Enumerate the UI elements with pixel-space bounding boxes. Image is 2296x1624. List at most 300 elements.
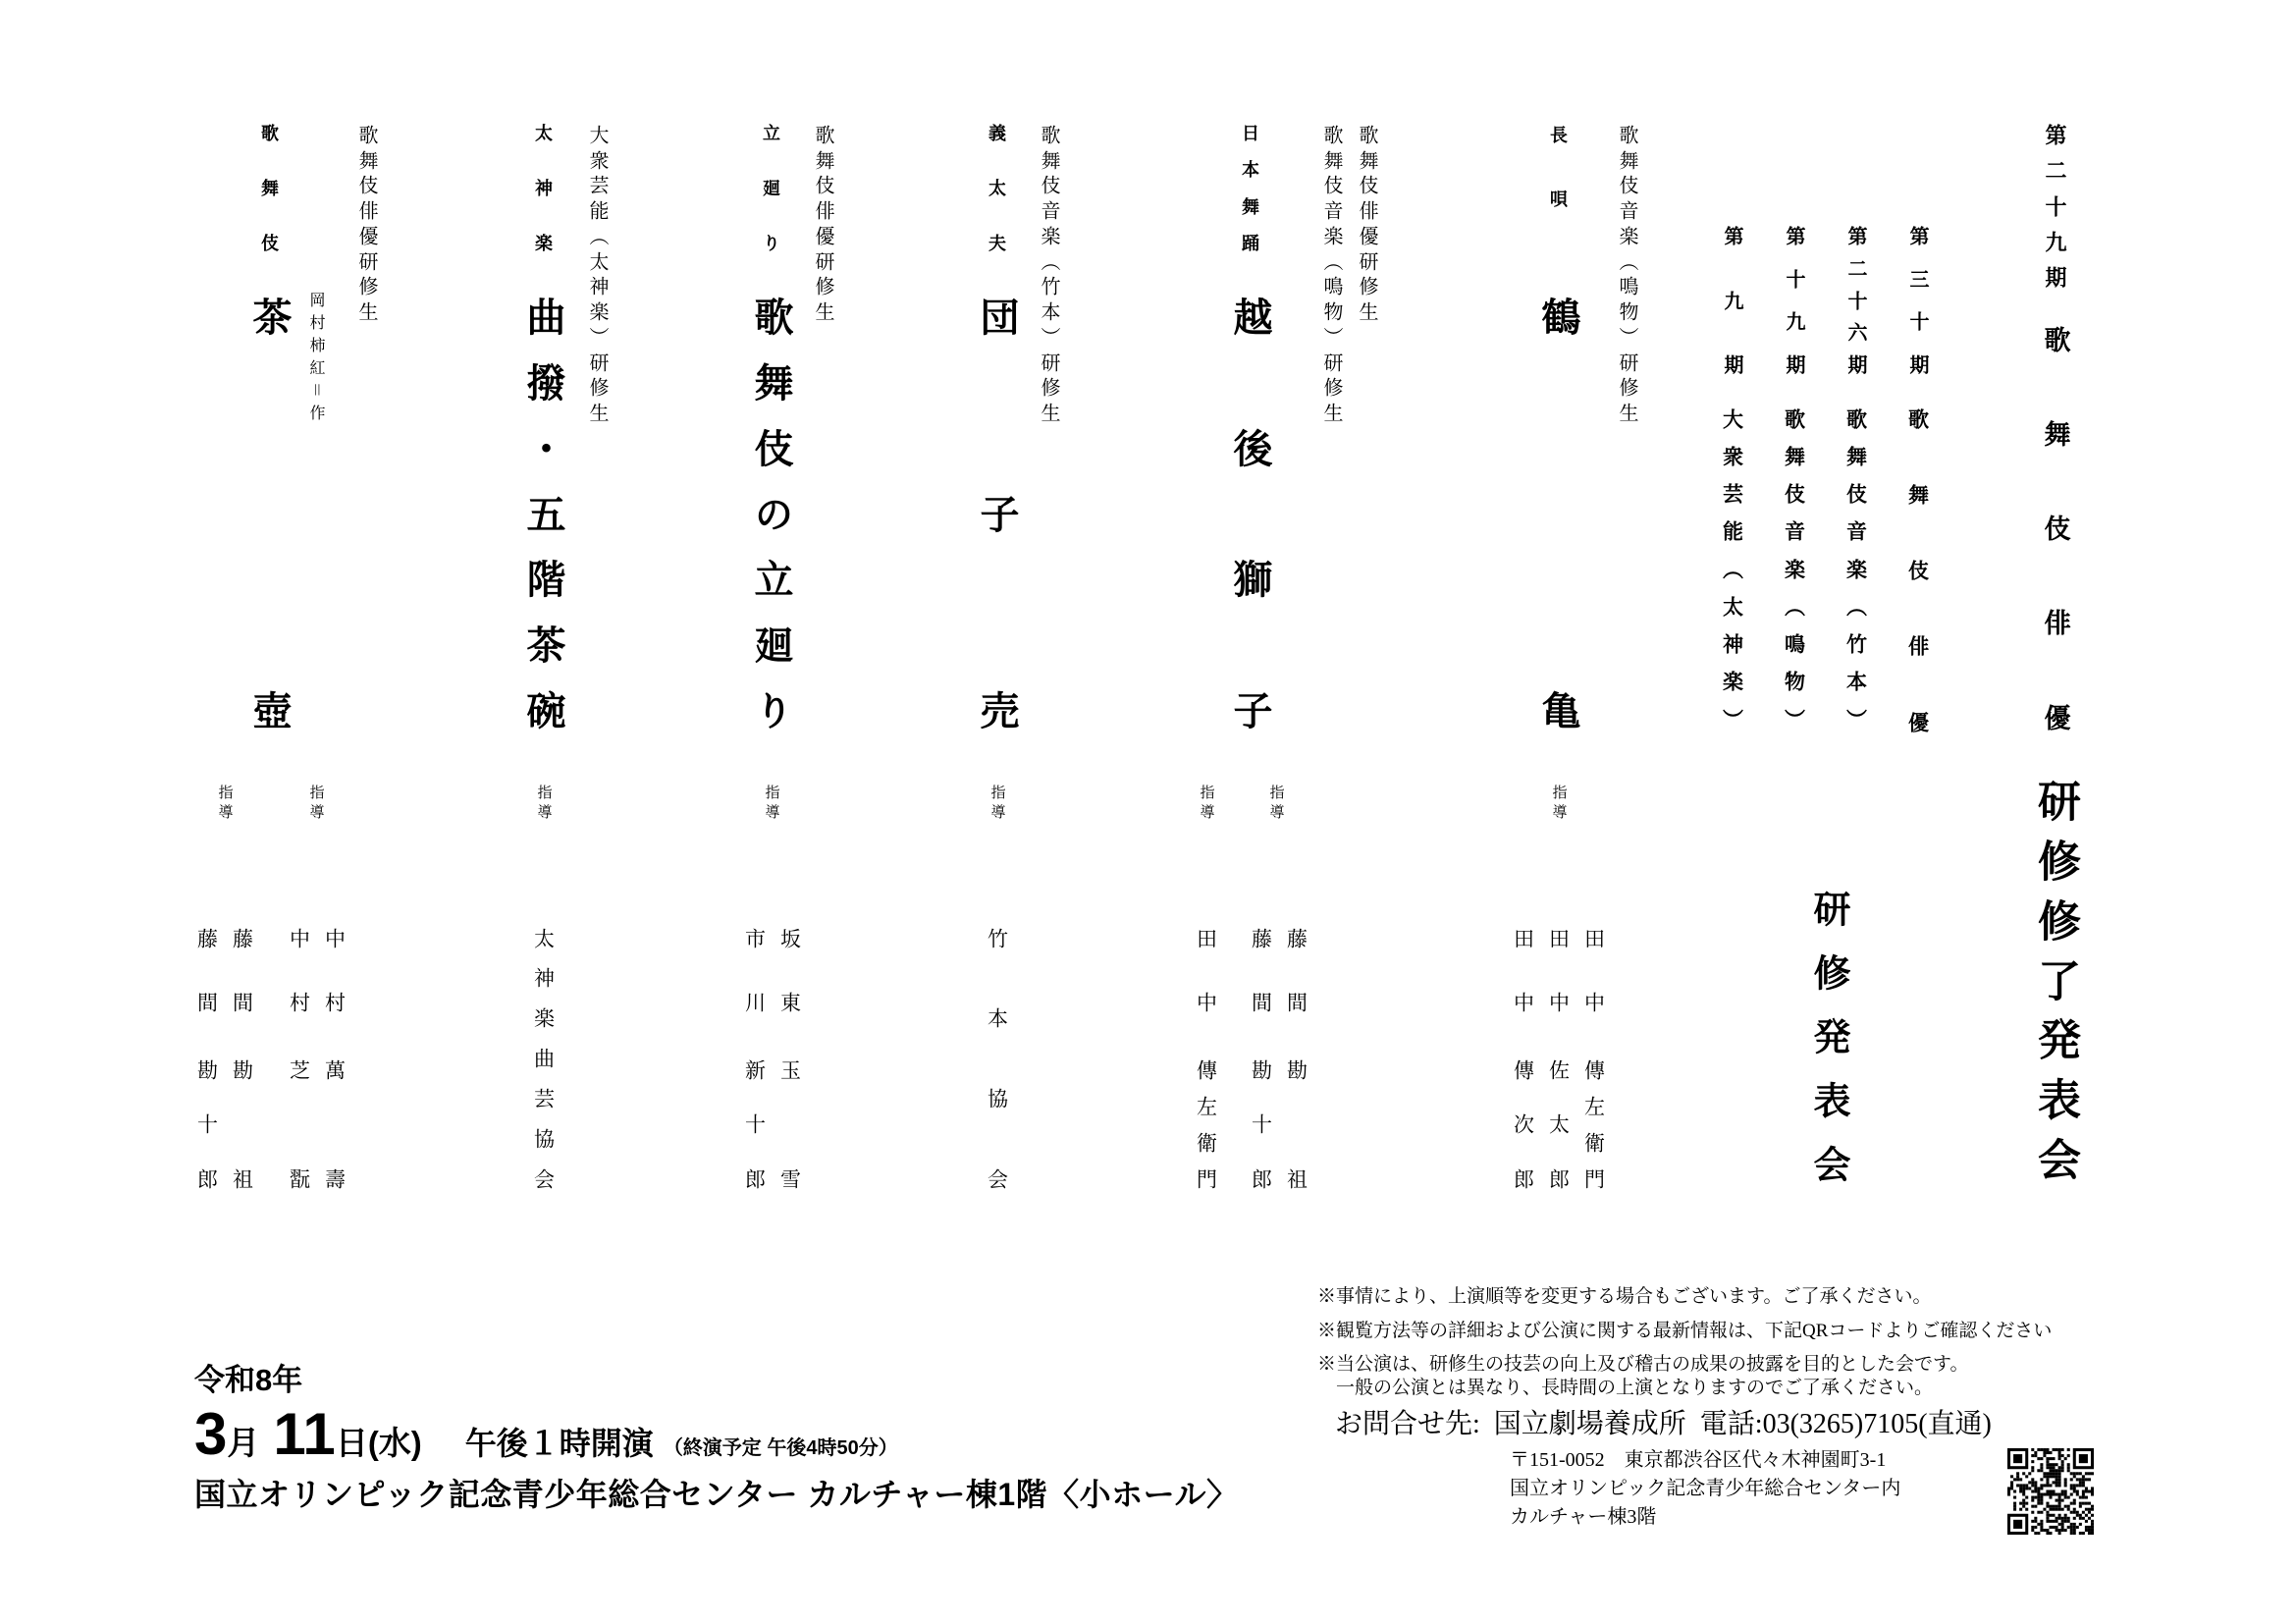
glyph: 間 <box>194 991 219 1012</box>
glyph: 伎 <box>749 427 793 467</box>
qr-module <box>2085 1489 2088 1492</box>
glyph: 研 <box>1616 352 1637 372</box>
qr-module <box>2040 1496 2043 1499</box>
glyph: 郎 <box>194 1167 219 1189</box>
qr-module <box>2067 1517 2070 1520</box>
qr-module <box>2067 1496 2070 1499</box>
glyph: 雪 <box>777 1167 802 1189</box>
glyph: 九 <box>2043 230 2067 252</box>
glyph: 間 <box>1249 991 1273 1012</box>
qr-module <box>2043 1493 2046 1496</box>
instructor-name <box>324 928 345 1189</box>
glyph: 歌 <box>1616 125 1637 144</box>
qr-module <box>2043 1451 2046 1454</box>
note: ※事情により、上演順等を変更する場合もございます。ご了承ください。 <box>1317 1286 1932 1307</box>
program-performers <box>813 125 832 321</box>
qr-module <box>2061 1523 2064 1526</box>
glyph: 郎 <box>1546 1167 1571 1189</box>
program-performers <box>587 125 607 422</box>
qr-module <box>2028 1481 2031 1484</box>
qr-module <box>2049 1484 2052 1487</box>
qr-module <box>2073 1472 2076 1475</box>
qr-module <box>2058 1493 2061 1496</box>
glyph: り <box>761 234 780 251</box>
glyph: 中 <box>1194 991 1218 1012</box>
qr-module <box>2043 1472 2046 1475</box>
qr-module <box>2056 1448 2058 1451</box>
qr-module <box>2040 1526 2043 1529</box>
qr-module <box>2037 1502 2040 1505</box>
qr-module <box>2049 1520 2052 1523</box>
qr-module <box>2064 1484 2067 1487</box>
qr-module <box>2034 1526 2037 1529</box>
header-group <box>2042 326 2068 731</box>
qr-module <box>2073 1523 2076 1526</box>
qr-module <box>2031 1489 2034 1492</box>
glyph: 日 <box>1240 124 1259 141</box>
glyph: 舞 <box>1038 149 1059 170</box>
qr-module <box>2079 1481 2082 1484</box>
qr-module <box>2070 1493 2073 1496</box>
glyph: 俳 <box>812 200 833 221</box>
glyph: 伎 <box>355 175 377 195</box>
glyph: 傳 <box>1194 1058 1218 1080</box>
qr-module <box>2076 1472 2079 1475</box>
glyph: 村 <box>307 314 324 330</box>
glyph: 舞 <box>1616 149 1637 170</box>
qr-module <box>2082 1502 2085 1505</box>
qr-module <box>2049 1466 2052 1469</box>
glyph: 衆 <box>586 149 608 170</box>
qr-module <box>2031 1496 2034 1499</box>
qr-module <box>2088 1526 2091 1529</box>
glyph: 中 <box>287 927 311 948</box>
glyph: 優 <box>812 225 833 245</box>
qr-module <box>2082 1484 2085 1487</box>
glyph: 間 <box>230 991 254 1012</box>
glyph: 十 <box>1783 268 1804 289</box>
qr-module <box>2064 1489 2067 1492</box>
glyph: 舞 <box>355 149 377 170</box>
glyph: 歌 <box>1782 407 1805 429</box>
glyph: 芝 <box>287 1058 311 1080</box>
schedule-month-unit: 月 <box>227 1425 260 1461</box>
glyph: 太 <box>586 250 608 271</box>
qr-module <box>2016 1484 2019 1487</box>
qr-module <box>2040 1463 2043 1466</box>
cohort-term <box>1907 226 1927 374</box>
qr-module <box>2034 1451 2037 1454</box>
glyph: 郎 <box>1511 1167 1535 1189</box>
contact-label: お問合せ先: <box>1335 1409 1480 1439</box>
qr-module <box>2022 1499 2025 1502</box>
glyph: 長 <box>1548 126 1568 143</box>
instructor-name <box>289 928 309 1189</box>
header-title <box>2031 779 2079 1180</box>
glyph: 佐 <box>1546 1058 1571 1080</box>
header-term <box>2044 124 2065 288</box>
glyph: 研 <box>2031 779 2079 822</box>
glyph: 神 <box>531 967 556 989</box>
qr-module <box>2046 1484 2049 1487</box>
glyph: 鳴 <box>1320 276 1342 297</box>
qr-module <box>2085 1529 2088 1532</box>
qr-module <box>2088 1478 2091 1481</box>
qr-module <box>2056 1478 2058 1481</box>
glyph: 生 <box>1038 403 1059 422</box>
qr-module <box>2013 1508 2016 1511</box>
qr-module <box>2056 1475 2058 1478</box>
glyph: 歌 <box>1356 125 1377 144</box>
glyph: 川 <box>742 991 767 1012</box>
glyph: 左 <box>1581 1095 1606 1116</box>
glyph: 優 <box>1356 225 1377 245</box>
qr-module <box>2046 1511 2049 1514</box>
program-title <box>1536 297 1580 730</box>
qr-module <box>2067 1454 2070 1457</box>
glyph: 第 <box>1783 226 1804 245</box>
glyph: 表 <box>1807 1081 1848 1118</box>
qr-module <box>2058 1496 2061 1499</box>
glyph: 研 <box>1038 352 1059 372</box>
glyph: 修 <box>2031 838 2079 882</box>
qr-module <box>2049 1451 2052 1454</box>
qr-module <box>2079 1484 2082 1487</box>
qr-module <box>2013 1454 2022 1463</box>
glyph: 壺 <box>247 690 292 730</box>
glyph: 物 <box>1616 301 1637 322</box>
qr-module <box>2070 1487 2073 1489</box>
instructor-name <box>232 928 252 1189</box>
glyph: 歌 <box>259 124 279 141</box>
qr-module <box>2076 1514 2079 1517</box>
qr-module <box>2085 1508 2088 1511</box>
glyph: 郎 <box>1249 1167 1273 1189</box>
qr-module <box>2088 1532 2091 1535</box>
qr-module <box>2070 1484 2073 1487</box>
qr-module <box>2034 1532 2037 1535</box>
qr-module <box>2037 1487 2040 1489</box>
qr-module <box>2085 1472 2088 1475</box>
qr-module <box>2040 1493 2043 1496</box>
qr-module <box>2076 1526 2079 1529</box>
glyph: り <box>749 690 793 730</box>
qr-module <box>2013 1496 2016 1499</box>
qr-module <box>2082 1517 2085 1520</box>
glyph: 修 <box>1356 276 1377 297</box>
contact-address: 〒151-0052 東京都渋谷区代々木神園町3-1 <box>1510 1449 1887 1471</box>
glyph: 竹 <box>1038 276 1059 297</box>
glyph: 音 <box>1616 200 1637 221</box>
cohort-group <box>1784 408 1804 730</box>
glyph: 第 <box>1906 226 1928 245</box>
guidance-label <box>1199 785 1213 819</box>
glyph: 楽 <box>1616 225 1637 245</box>
glyph: 期 <box>1906 354 1928 374</box>
program-performers <box>356 125 376 321</box>
qr-module <box>2043 1448 2046 1451</box>
glyph: 第 <box>2043 124 2067 145</box>
glyph: 了 <box>2031 957 2079 1001</box>
glyph: 音 <box>1782 520 1805 542</box>
qr-module <box>2043 1484 2046 1487</box>
program-title <box>749 297 793 730</box>
qr-module <box>2031 1478 2034 1481</box>
qr-module <box>2056 1505 2058 1508</box>
qr-module <box>2056 1529 2058 1532</box>
qr-module <box>2064 1457 2067 1460</box>
guidance-label <box>1551 785 1566 819</box>
glyph: 勘 <box>194 1058 219 1080</box>
qr-module <box>2056 1484 2058 1487</box>
qr-module <box>2043 1475 2046 1478</box>
qr-module <box>2037 1532 2040 1535</box>
glyph: 期 <box>1721 354 1742 374</box>
glyph: 発 <box>2031 1017 2079 1061</box>
glyph: 楽 <box>533 234 553 251</box>
qr-module <box>2037 1448 2040 1451</box>
schedule-block <box>194 1355 1239 1515</box>
contact-phone: 電話:03(3265)7105(直通) <box>1699 1409 1992 1439</box>
qr-module <box>2049 1532 2052 1535</box>
instructor-name <box>1196 928 1216 1189</box>
qr-module <box>2056 1481 2058 1484</box>
glyph: 修 <box>812 276 833 297</box>
qr-module <box>2076 1484 2079 1487</box>
qr-module <box>2070 1478 2073 1481</box>
qr-module <box>2025 1496 2028 1499</box>
qr-module <box>2013 1505 2016 1508</box>
qr-module <box>2058 1532 2061 1535</box>
glyph: 団 <box>975 297 1019 336</box>
qr-module <box>2058 1523 2061 1526</box>
qr-module <box>2025 1475 2028 1478</box>
qr-module <box>2037 1493 2040 1496</box>
glyph: 義 <box>987 124 1006 141</box>
program-performers <box>1617 125 1636 422</box>
program-genre <box>534 124 552 251</box>
program-genre <box>762 124 779 251</box>
guidance-label <box>989 785 1004 819</box>
glyph: 九 <box>1783 311 1804 332</box>
program-genre <box>1241 124 1258 251</box>
cohort-term <box>1845 226 1865 374</box>
glyph: 伎 <box>1843 483 1867 504</box>
glyph: 舞 <box>1782 445 1805 466</box>
qr-module <box>2056 1493 2058 1496</box>
program-genre <box>260 124 278 251</box>
glyph: 導 <box>763 803 779 819</box>
qr-module <box>2058 1454 2061 1457</box>
qr-module <box>2040 1466 2043 1469</box>
glyph: 立 <box>761 124 780 141</box>
glyph: 導 <box>988 803 1005 819</box>
glyph: 物 <box>1320 301 1342 322</box>
qr-module <box>2070 1472 2073 1475</box>
glyph: 修 <box>355 276 377 297</box>
qr-module <box>2037 1469 2040 1472</box>
qr-module <box>2056 1508 2058 1511</box>
glyph: 鳴 <box>1616 276 1637 297</box>
qr-module <box>2064 1529 2067 1532</box>
glyph: ） <box>1782 708 1805 730</box>
glyph: 十 <box>1906 311 1928 332</box>
glyph: 舞 <box>1320 149 1342 170</box>
qr-module <box>2056 1499 2058 1502</box>
program-title <box>521 297 565 730</box>
glyph: 踊 <box>1240 234 1259 251</box>
qr-module <box>2040 1499 2043 1502</box>
glyph: 玉 <box>777 1058 802 1080</box>
glyph: 会 <box>531 1167 556 1189</box>
qr-module <box>2049 1489 2052 1492</box>
qr-module <box>2031 1526 2034 1529</box>
qr-module <box>2064 1520 2067 1523</box>
qr-module <box>2046 1463 2049 1466</box>
glyph: 田 <box>1546 927 1571 948</box>
glyph: 神 <box>533 179 553 196</box>
glyph: 指 <box>216 784 233 799</box>
cohort-group <box>1907 408 1928 732</box>
program-title <box>247 297 292 730</box>
glyph: 芸 <box>586 175 608 195</box>
qr-module <box>2049 1457 2052 1460</box>
qr-module <box>2019 1502 2022 1505</box>
qr-module <box>2091 1514 2094 1517</box>
qr-module <box>2037 1496 2040 1499</box>
glyph: 岡 <box>307 292 324 307</box>
glyph: 曲 <box>521 297 565 336</box>
qr-module <box>2053 1457 2056 1460</box>
qr-module <box>2091 1493 2094 1496</box>
qr-module <box>2010 1475 2013 1478</box>
guidance-label <box>308 785 323 819</box>
qr-module <box>2058 1529 2061 1532</box>
glyph: 伎 <box>1320 175 1342 195</box>
qr-module <box>2067 1469 2070 1472</box>
glyph: 藤 <box>1249 927 1273 948</box>
cohorts-title <box>1809 890 1846 1182</box>
glyph: 十 <box>742 1113 767 1134</box>
glyph: 竹 <box>985 927 1009 948</box>
glyph: 亀 <box>1536 690 1580 730</box>
glyph: 翫 <box>287 1167 311 1189</box>
glyph: 楽 <box>1843 558 1867 579</box>
note: 一般の公演とは異なり、長時間の上演となりますのでご了承ください。 <box>1317 1378 1934 1398</box>
qr-module <box>2040 1448 2043 1451</box>
glyph: 壽 <box>322 1167 347 1189</box>
qr-module <box>2061 1499 2064 1502</box>
glyph: 楽 <box>531 1007 556 1029</box>
cohort-group <box>1722 408 1742 730</box>
qr-module <box>2010 1487 2013 1489</box>
qr-module <box>2058 1451 2061 1454</box>
qr-module <box>2091 1472 2094 1475</box>
qr-module <box>2022 1489 2025 1492</box>
glyph: 勘 <box>1284 1058 1308 1080</box>
glyph: 修 <box>586 377 608 398</box>
qr-module <box>2010 1484 2013 1487</box>
qr-code-icon[interactable] <box>2007 1448 2094 1535</box>
qr-module <box>2073 1517 2076 1520</box>
qr-module <box>2079 1517 2082 1520</box>
glyph: 俳 <box>2040 609 2070 636</box>
qr-module <box>2007 1489 2010 1492</box>
glyph: （ <box>1782 595 1805 617</box>
qr-module <box>2031 1529 2034 1532</box>
glyph: 門 <box>1581 1167 1606 1189</box>
glyph: 期 <box>1783 354 1804 374</box>
qr-module <box>2025 1502 2028 1505</box>
glyph: （ <box>1320 250 1342 271</box>
qr-module <box>2061 1517 2064 1520</box>
glyph: 柿 <box>307 337 324 352</box>
qr-module <box>2040 1487 2043 1489</box>
glyph: （ <box>1843 595 1867 617</box>
qr-module <box>2073 1489 2076 1492</box>
glyph: 坂 <box>777 927 802 948</box>
qr-module <box>2056 1469 2058 1472</box>
glyph: 藤 <box>194 927 219 948</box>
qr-module <box>2034 1496 2037 1499</box>
glyph: 茶 <box>247 297 292 336</box>
glyph: 郎 <box>742 1167 767 1189</box>
qr-module <box>2091 1508 2094 1511</box>
qr-module <box>2058 1466 2061 1469</box>
qr-module <box>2034 1454 2037 1457</box>
glyph: 楽 <box>1320 225 1342 245</box>
qr-module <box>2088 1508 2091 1511</box>
glyph: 伎 <box>1356 175 1377 195</box>
qr-module <box>2064 1496 2067 1499</box>
qr-module <box>2013 1478 2016 1481</box>
glyph: 作 <box>307 405 324 420</box>
qr-module <box>2064 1505 2067 1508</box>
glyph: 導 <box>1267 803 1284 819</box>
qr-module <box>2019 1487 2022 1489</box>
qr-module <box>2082 1511 2085 1514</box>
instructor-name <box>196 928 217 1189</box>
glyph: 五 <box>521 493 565 533</box>
glyph: 中 <box>1546 991 1571 1012</box>
qr-module <box>2079 1472 2082 1475</box>
qr-module <box>2085 1502 2088 1505</box>
qr-module <box>2073 1511 2076 1514</box>
qr-module <box>2046 1514 2049 1517</box>
instructor-name <box>744 928 765 1189</box>
guidance-label <box>1268 785 1283 819</box>
qr-module <box>2058 1475 2061 1478</box>
qr-module <box>2088 1511 2091 1514</box>
glyph: （ <box>1720 558 1743 579</box>
qr-module <box>2056 1517 2058 1520</box>
glyph: 紅 <box>307 359 324 375</box>
qr-module <box>2067 1466 2070 1469</box>
glyph: ＝ <box>307 382 324 398</box>
qr-module <box>2022 1484 2025 1487</box>
qr-module <box>2040 1520 2043 1523</box>
qr-module <box>2034 1505 2037 1508</box>
glyph: 歌 <box>1320 125 1342 144</box>
program-performers <box>1039 125 1058 422</box>
qr-module <box>2053 1520 2056 1523</box>
glyph: 芸 <box>1720 483 1743 504</box>
qr-module <box>2061 1466 2064 1469</box>
note: ※観覧方法等の詳細および公演に関する最新情報は、下記QRコードよりご確認ください <box>1317 1321 2053 1341</box>
qr-module <box>2034 1487 2037 1489</box>
qr-module <box>2088 1489 2091 1492</box>
glyph: 修 <box>1038 377 1059 398</box>
